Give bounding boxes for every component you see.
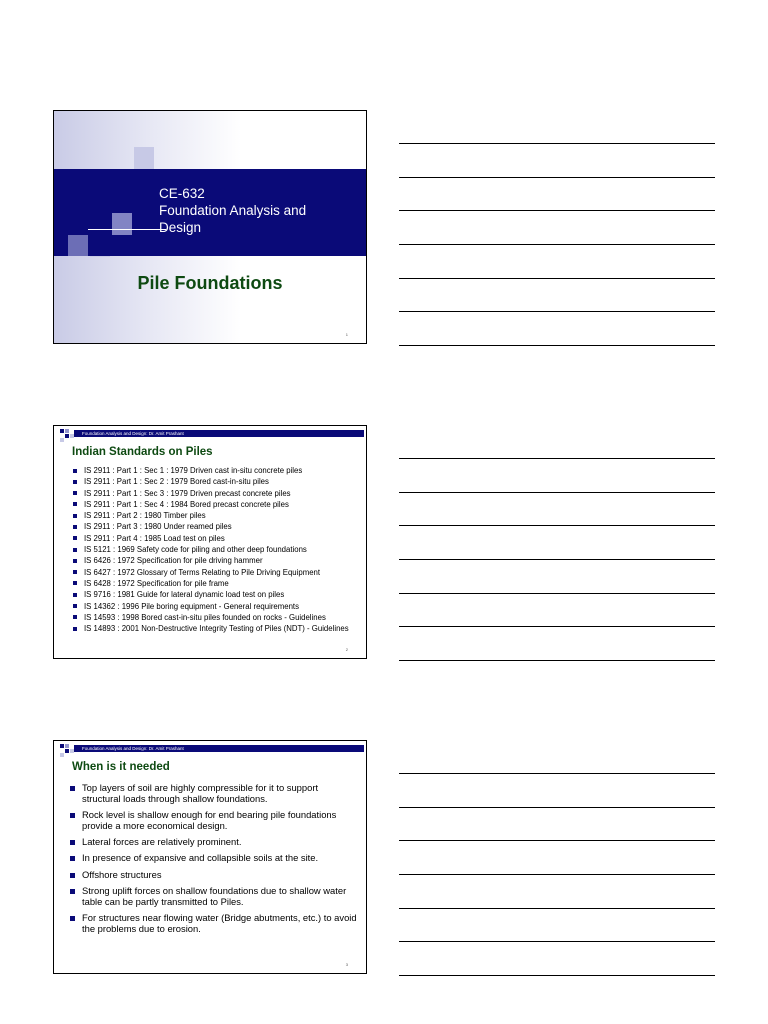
list-item: Lateral forces are relatively prominent.	[68, 837, 358, 848]
note-line	[399, 660, 715, 661]
note-line	[399, 807, 715, 808]
list-item: IS 6427 : 1972 Glossary of Terms Relating to Pile Driving Equipment	[70, 567, 362, 578]
note-line	[399, 975, 715, 976]
list-item: IS 2911 : Part 1 : Sec 2 : 1979 Bored cast-in-situ piles	[70, 476, 362, 487]
list-item: IS 14593 : 1998 Bored cast-in-situ piles founded on rocks - Guidelines	[70, 612, 362, 623]
slide-title	[159, 185, 306, 236]
list-item: In presence of expansive and collapsible soils at the site.	[68, 853, 358, 864]
note-line	[399, 458, 715, 459]
decor-square	[65, 749, 69, 753]
decor-square	[65, 744, 69, 748]
note-line	[399, 626, 715, 627]
note-line	[399, 840, 715, 841]
list-item: IS 14362 : 1996 Pile boring equipment - General requirements	[70, 601, 362, 612]
decor-square	[134, 147, 154, 169]
course-name-line-1: Foundation Analysis and	[159, 203, 307, 218]
course-code: CE-632	[159, 186, 205, 201]
list-item: IS 9716 : 1981 Guide for lateral dynamic load test on piles	[70, 589, 362, 600]
list-item: IS 2911 : Part 1 : Sec 4 : 1984 Bored precast concrete piles	[70, 499, 362, 510]
slide-title: When is it needed	[72, 761, 170, 773]
note-line	[399, 773, 715, 774]
title-underline	[88, 229, 166, 230]
list-item: IS 6426 : 1972 Specification for pile driving hammer	[70, 555, 362, 566]
list-item: IS 14893 : 2001 Non-Destructive Integrity Testing of Piles (NDT) - Guidelines	[70, 623, 362, 634]
note-line	[399, 908, 715, 909]
decor-square	[60, 438, 64, 442]
decor-square	[112, 213, 132, 235]
list-item: IS 2911 : Part 4 : 1985 Load test on piles	[70, 533, 362, 544]
note-line	[399, 525, 715, 526]
list-item: For structures near flowing water (Bridge abutments, etc.) to avoid the problems due to erosion.	[68, 913, 358, 934]
list-item: Strong uplift forces on shallow foundations due to shallow water table can be partly transmitted to Piles.	[68, 886, 358, 907]
note-line	[399, 874, 715, 875]
slide-3	[53, 740, 367, 974]
slide-title: Indian Standards on Piles	[72, 446, 213, 458]
list-item: IS 2911 : Part 1 : Sec 3 : 1979 Driven precast concrete piles	[70, 488, 362, 499]
note-line	[399, 941, 715, 942]
decor-square	[60, 744, 64, 748]
list-item: Top layers of soil are highly compressible for it to support structural loads through shallow foundations.	[68, 783, 358, 804]
page-number: 2	[345, 647, 348, 652]
page-number: 3	[345, 962, 348, 967]
decor-square	[68, 235, 88, 256]
slide-subtitle: Pile Foundations	[137, 273, 283, 293]
decor-square	[60, 429, 64, 433]
decor-square	[65, 434, 69, 438]
decor-square	[65, 429, 69, 433]
note-line	[399, 210, 715, 211]
list-item: IS 2911 : Part 1 : Sec 1 : 1979 Driven cast in-situ concrete piles	[70, 465, 362, 476]
list-item: IS 2911 : Part 2 : 1980 Timber piles	[70, 510, 362, 521]
list-item: IS 2911 : Part 3 : 1980 Under reamed piles	[70, 521, 362, 532]
list-item: Offshore structures	[68, 870, 358, 881]
note-line	[399, 593, 715, 594]
note-line	[399, 177, 715, 178]
list-item: IS 5121 : 1969 Safety code for piling and other deep foundations	[70, 544, 362, 555]
decor-square	[60, 753, 64, 757]
slide-2	[53, 425, 367, 659]
note-line	[399, 492, 715, 493]
standards-list	[70, 465, 362, 634]
note-line	[399, 143, 715, 144]
course-name-line-2: Design	[159, 220, 202, 235]
list-item: Rock level is shallow enough for end bearing pile foundations provide a more economical design.	[68, 810, 358, 831]
page-number: 1	[345, 332, 348, 337]
note-line	[399, 278, 715, 279]
slide-header-bar: Foundation Analysis and Design: Dr. Amit Prashant	[74, 745, 364, 752]
slide-1	[53, 110, 367, 344]
slide-header-bar: Foundation Analysis and Design: Dr. Amit Prashant	[74, 430, 364, 437]
list-item: IS 6428 : 1972 Specification for pile frame	[70, 578, 362, 589]
note-line	[399, 345, 715, 346]
reasons-list	[68, 783, 358, 940]
note-line	[399, 244, 715, 245]
note-line	[399, 559, 715, 560]
note-line	[399, 311, 715, 312]
